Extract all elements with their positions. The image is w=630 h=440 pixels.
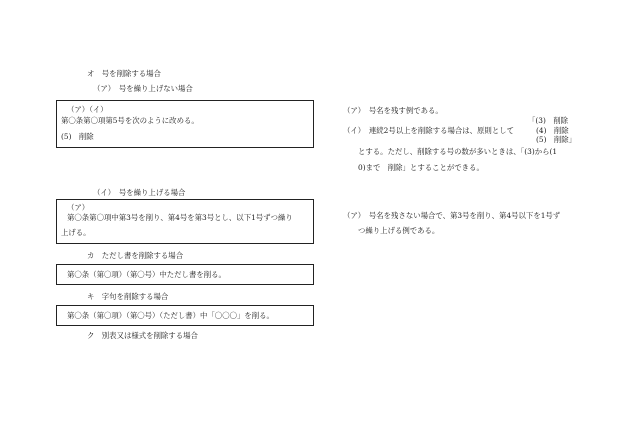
box1-line2: (5) 削除 <box>61 132 94 141</box>
box2-line1: 第〇条第〇項中第3号を削り、第4号を第3号とし、以下1号ずつ繰り <box>67 213 293 222</box>
bracket-line-3: (5) 削除」 <box>536 135 577 144</box>
heading-i-renumber: （イ） 号を繰り上げる場合 <box>93 188 186 197</box>
example-box-4 <box>56 305 314 326</box>
heading-ku: ク 別表又は様式を削除する場合 <box>87 331 198 340</box>
note-i-line3: 0)まで 削除」とすることができる。 <box>358 163 484 172</box>
note-a-keep-number: （ア） 号名を残す例である。 <box>343 106 443 115</box>
heading-a-no-renumber: （ア） 号を繰り上げない場合 <box>93 84 193 93</box>
box3-line1: 第〇条（第〇項）（第〇号）中ただし書を削る。 <box>67 270 226 279</box>
heading-ka: カ ただし書を削除する場合 <box>87 251 184 260</box>
bracket-line-2: (4) 削除 <box>536 126 569 135</box>
heading-ki: キ 字句を削除する場合 <box>87 292 169 301</box>
example-box-3 <box>56 264 314 285</box>
note-a2-line1: （ア） 号名を残さない場合で、第3号を削り、第4号以下を1号ず <box>343 211 561 220</box>
note-i-line2: とする。ただし、削除する号の数が多いときは、「(3)から(1 <box>358 147 558 156</box>
example-box-1 <box>56 100 314 148</box>
box4-line1: 第〇条（第〇項）（第〇号）（ただし書）中「〇〇〇」を削る。 <box>67 311 274 320</box>
box1-line1: 第〇条第〇項第5号を次のように改める。 <box>61 116 199 125</box>
box2-label: （ア） <box>67 203 90 212</box>
box2-line2: 上げる。 <box>61 228 91 237</box>
bracket-line-1: 「(3) 削除 <box>528 116 569 125</box>
note-i-line1: （イ） 連続2号以上を削除する場合は、原則として <box>343 126 514 135</box>
example-box-2 <box>56 199 314 244</box>
box1-label: （ア）（イ） <box>67 105 108 114</box>
note-a2-line2: つ繰り上げる例である。 <box>358 226 440 235</box>
heading-o: オ 号を削除する場合 <box>87 69 161 78</box>
